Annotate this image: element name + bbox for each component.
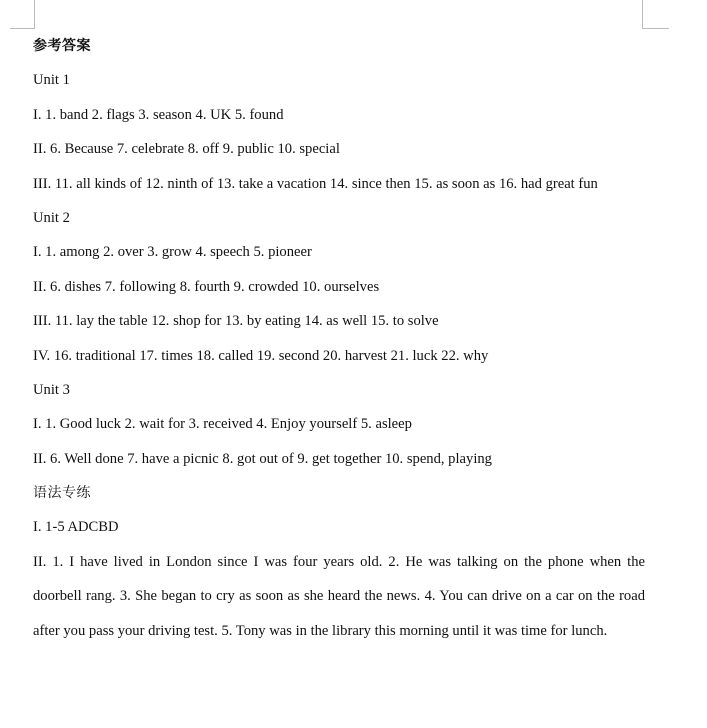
unit-3-answer-line-2: II. 6. Well done 7. have a picnic 8. got out of 9. get together 10. spend, playing	[33, 450, 492, 467]
grammar-answer-paragraph: II. 1. I have lived in London since I was four years old. 2. He was talking on the phone when the doorbell rang. 3. She began to cry as soon as she heard the news. 4. You can drive on a car on the road after you pass your driving test. 5. Tony was in the library this morning until it was time for lunch.	[33, 553, 645, 639]
grammar-answer-line-1: I. 1-5 ADCBD	[33, 519, 119, 536]
unit-1-answer-line-2: II. 6. Because 7. celebrate 8. off 9. public 10. special	[33, 141, 340, 158]
page-corner-mark-right	[642, 0, 669, 29]
unit-2-answer-line-4: IV. 16. traditional 17. times 18. called 19. second 20. harvest 21. luck 22. why	[33, 347, 489, 364]
unit-2-answer-line-1: I. 1. among 2. over 3. grow 4. speech 5. pioneer	[33, 244, 312, 261]
grammar-section-heading: 语法专练	[33, 485, 91, 502]
page-corner-mark-left	[10, 0, 35, 29]
unit-3-answer-line-1: I. 1. Good luck 2. wait for 3. received 4. Enjoy yourself 5. asleep	[33, 416, 412, 433]
unit-1-answer-line-1: I. 1. band 2. flags 3. season 4. UK 5. found	[33, 106, 284, 123]
unit-1-answer-line-3: III. 11. all kinds of 12. ninth of 13. take a vacation 14. since then 15. as soon as 16. had great fun	[33, 175, 598, 192]
document-body	[33, 29, 651, 648]
unit-2-answer-line-3: III. 11. lay the table 12. shop for 13. by eating 14. as well 15. to solve	[33, 313, 439, 330]
unit-2-answer-line-2: II. 6. dishes 7. following 8. fourth 9. crowded 10. ourselves	[33, 278, 380, 295]
document-title: 参考答案	[33, 38, 91, 54]
unit-3-heading: Unit 3	[33, 381, 70, 398]
unit-2-heading: Unit 2	[33, 209, 70, 226]
unit-1-heading: Unit 1	[33, 72, 70, 89]
